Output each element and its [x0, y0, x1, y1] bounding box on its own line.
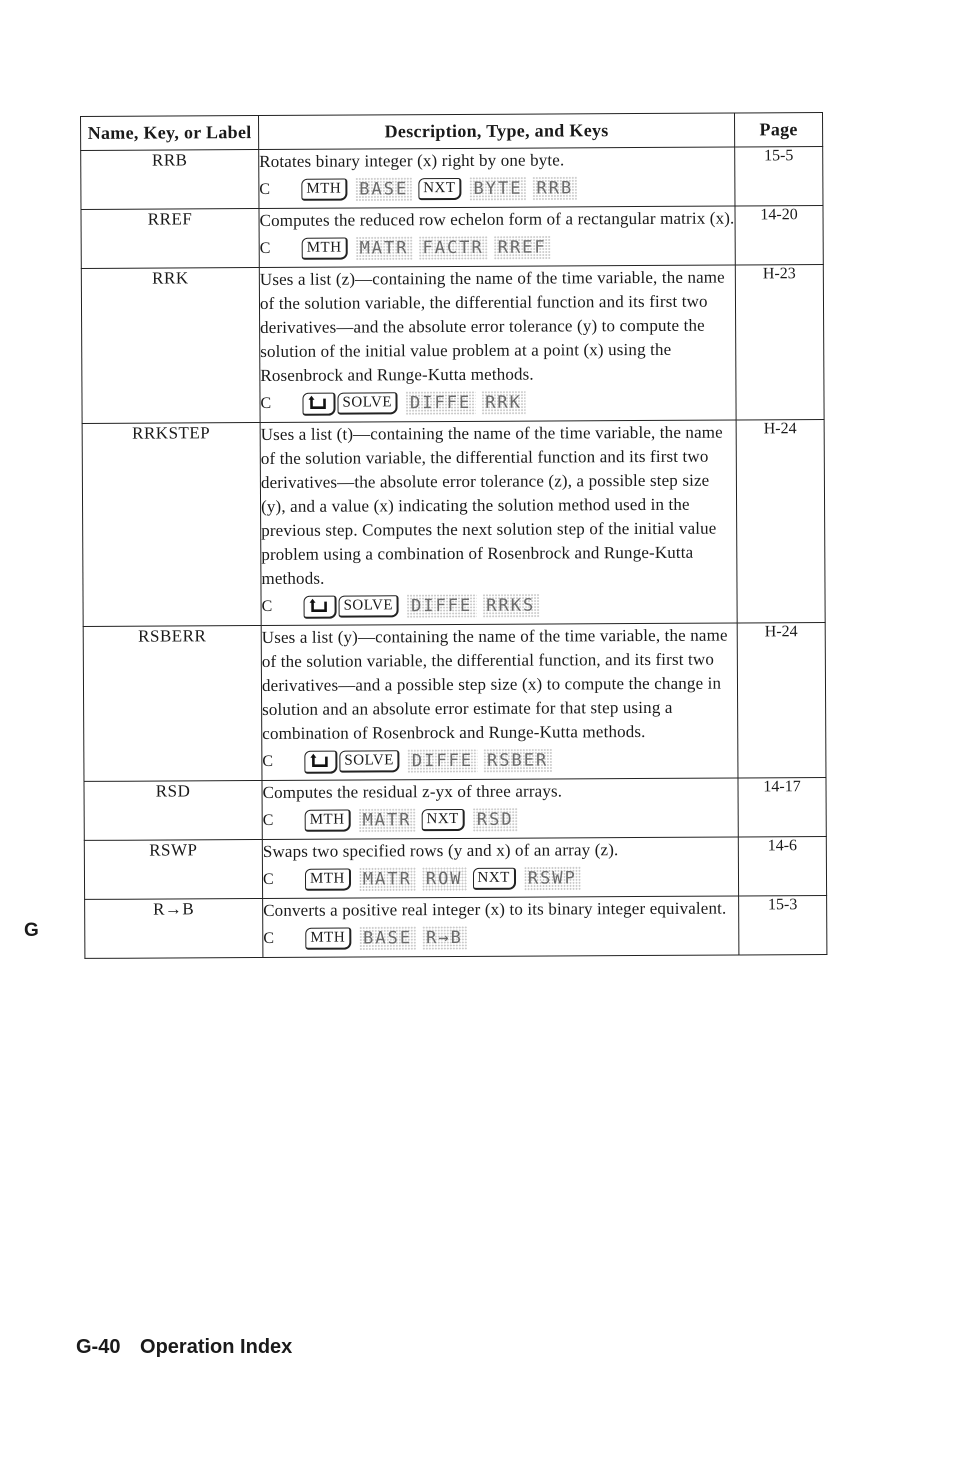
operation-description: Uses a list (t)—containing the name of the time variable, the name of the solution variable, the differential function and its first two derivatives—the absolute error tolerance (z), a possible step size (y), and a value (x) indicating the solution method used in the previous step. Computes the next solution step of the initial value problem using a combination of Rosenbrock and Runge-Kutta methods.: [260, 422, 723, 589]
keystroke-sequence: [262, 591, 737, 621]
keycap-solve: SOLVE: [339, 750, 400, 772]
operation-type: C: [259, 239, 271, 258]
keycap-nxt: NXT: [418, 178, 461, 200]
menu-softkey: MATR: [358, 808, 415, 832]
section-tab-letter: G: [24, 920, 39, 941]
operation-description: Rotates binary integer (x) right by one byte.: [259, 150, 565, 172]
footer-page-number: G-40: [76, 1336, 121, 1358]
keycap-mth: MTH: [305, 928, 351, 950]
operation-name: RRK: [81, 268, 260, 424]
operation-description: Converts a positive real integer (x) to its binary integer equivalent.: [263, 898, 727, 920]
menu-softkey: DIFFE: [407, 594, 476, 618]
operation-description: Uses a list (y)—containing the name of the time variable, the name of the solution variable, the differential function, and its first two derivatives—and a possible step size (x) to compute the change in solution and an absolute error estimate for that step using a combination of Rosenbrock and Runge-Kutta methods.: [261, 625, 728, 743]
keystroke-sequence: [260, 388, 735, 418]
operation-type: C: [260, 394, 272, 413]
left-shift-key-icon: [304, 595, 337, 618]
keycap-solve: SOLVE: [337, 392, 398, 414]
operation-name: RRB: [81, 150, 259, 210]
keystroke-sequence: [262, 746, 737, 776]
keystroke-sequence: [263, 864, 738, 894]
operation-description-cell: [262, 837, 738, 898]
table-header: [81, 113, 823, 151]
keystroke-sequence: [260, 233, 735, 263]
menu-softkey: R→B: [422, 926, 467, 950]
keycap-mth: MTH: [305, 869, 351, 891]
header-page: Page: [734, 113, 822, 147]
menu-softkey: RRKS: [482, 594, 539, 618]
menu-softkey: RSD: [473, 808, 518, 832]
keycap-nxt: NXT: [421, 809, 464, 831]
page-reference: 14-20: [735, 206, 823, 265]
menu-softkey: RRB: [532, 176, 577, 200]
keystroke-sequence: [263, 805, 738, 835]
keycap-solve: SOLVE: [339, 595, 400, 617]
operation-description: Computes the residual z-yx of three arrays.: [262, 781, 563, 802]
operation-type: C: [263, 929, 275, 947]
menu-softkey: FACTR: [418, 236, 487, 260]
menu-softkey: RRK: [481, 391, 526, 415]
keycap-mth: MTH: [301, 179, 347, 201]
menu-softkey: RSWP: [524, 866, 581, 890]
page-reference: 14-6: [738, 837, 826, 896]
operation-type: C: [262, 752, 274, 770]
header-name: Name, Key, or Label: [81, 116, 259, 151]
footer-section-title: Operation Index: [140, 1336, 293, 1358]
operation-name: RRKSTEP: [82, 423, 261, 627]
operation-description: Computes the reduced row echelon form of a rectangular matrix (x).: [259, 208, 735, 231]
table-row: [82, 420, 825, 627]
menu-softkey: BYTE: [469, 177, 526, 201]
table-row: [81, 206, 823, 269]
operation-type: C: [261, 597, 273, 616]
operation-name: RSD: [84, 781, 262, 841]
operation-description-cell: [260, 420, 737, 625]
menu-softkey: BASE: [355, 177, 412, 201]
operation-name: RREF: [81, 209, 259, 269]
operation-type: C: [259, 180, 271, 199]
menu-softkey: DIFFE: [406, 391, 475, 415]
table-row: [84, 778, 826, 841]
operation-name: RSBERR: [83, 626, 262, 782]
table-body: [81, 147, 827, 959]
menu-softkey: ROW: [422, 867, 467, 891]
operation-name: R→B: [85, 898, 263, 958]
header-description: Description, Type, and Keys: [259, 113, 735, 149]
operation-name: RSWP: [84, 840, 262, 900]
menu-softkey: RSBER: [483, 748, 552, 772]
operation-description-cell: [259, 147, 735, 208]
operation-index-table: [80, 112, 827, 959]
menu-softkey: MATR: [359, 867, 416, 891]
page-reference: H-24: [736, 420, 825, 623]
operation-description-cell: [262, 778, 738, 839]
page-reference: 15-5: [735, 147, 823, 206]
keycap-mth: MTH: [302, 238, 348, 260]
page-footer: [76, 1336, 292, 1359]
page-reference: 14-17: [738, 778, 826, 837]
menu-softkey: BASE: [359, 926, 416, 950]
keycap-nxt: NXT: [472, 868, 515, 890]
table-row: [81, 265, 824, 424]
table-row: [85, 896, 827, 959]
operation-description: Swaps two specified rows (y and x) of an array (z).: [262, 840, 619, 861]
table-header-row: [81, 113, 823, 151]
operation-description-cell: [259, 206, 735, 267]
keycap-mth: MTH: [305, 810, 351, 832]
table-row: [83, 623, 826, 782]
left-shift-key-icon: [302, 392, 335, 415]
menu-softkey: RREF: [494, 235, 551, 259]
operation-type: C: [262, 811, 274, 829]
keystroke-sequence: [259, 174, 734, 204]
menu-softkey: MATR: [355, 236, 412, 260]
menu-softkey: DIFFE: [408, 749, 477, 773]
page-reference: H-23: [735, 265, 824, 420]
operation-description-cell: [263, 896, 739, 957]
operation-description-cell: [259, 265, 736, 422]
operation-description: Uses a list (z)—containing the name of the time variable, the name of the solution variable, the differential function and its first two derivatives—and the absolute error tolerance (y) to compute the solution of the initial value problem at a point (x) using the Rosenbrock and Runge-Kutta methods.: [259, 267, 725, 386]
operation-description-cell: [261, 623, 738, 780]
table-row: [81, 147, 823, 210]
keystroke-sequence: [263, 923, 738, 953]
page-reference: H-24: [737, 623, 826, 778]
left-shift-key-icon: [304, 750, 337, 773]
page-reference: 15-3: [739, 896, 827, 955]
operation-type: C: [262, 870, 274, 888]
table-row: [84, 837, 826, 900]
